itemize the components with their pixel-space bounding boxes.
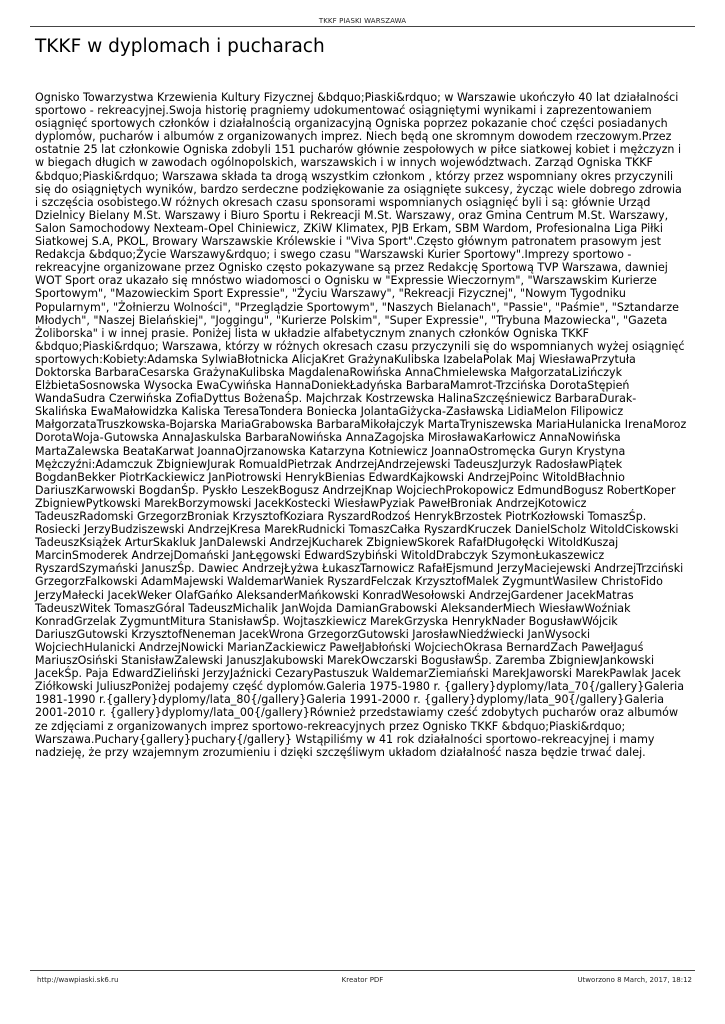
article-title: TKKF w dyplomach i pucharach bbox=[35, 36, 325, 57]
footer-created-date: Utworzono 8 March, 2017, 18:12 bbox=[577, 976, 692, 984]
footer-site-url[interactable]: http://wawpiaski.sk6.ru bbox=[37, 976, 119, 984]
footer-generator: Kreator PDF bbox=[341, 976, 384, 984]
footer-divider bbox=[30, 970, 695, 971]
article-paragraph: Ognisko Towarzystwa Krzewienia Kultury Fizycznej &bdquo;Piaski&rdquo; w Warszawie ukończyło 40 lat działalności sportowo - rekreacyjnej.Swoja historię pragniemy udokumentować osiągniętymi wynikami i zaprezentowaniem osiągnięć sportowych członków i działalnością organizacyjną Ogniska poprzez pokazanie choć części posiadanych dyplomów, pucharów i albumów z organizowanych imprez. Niech będą one skromnym dowodem rzeczowym.Przez ostatnie 25 lat członkowie Ogniska zdobyli 151 pucharów głównie zespołowych w piłce siatkowej kobiet i mężczyzn i w biegach długich w zawodach ogólnopolskich, warszawskich i w innych województwach. Zarząd Ogniska TKKF &bdquo;Piaski&rdquo; Warszawa składa ta drogą wszystkim członkom , którzy przez wspomniany okres przyczynili się do osiągniętych wyników, bardzo serdeczne podziękowanie za osiągnięte sukcesy, życząc wiele dobrego zdrowia i szczęścia osobistego.W różnych okresach czasu sponsorami wspomnianych osiągnięć byli i są: głównie Urząd Dzielnicy Bielany M.St. Warszawy i Biuro Sportu i Rekreacji M.St. Warszawy, oraz Gmina Centrum M.St. Warszawy, Salon Samochodowy Nexteam-Opel Chiniewicz, ZKiW Klimatex, PJB Erkam, SBM Wardom, Profesionalna Liga Piłki Siatkowej S.A, PKOL, Browary Warszawskie Królewskie i "Viva Sport".Często głównym patronatem prasowym jest Redakcja &bdquo;Życie Warszawy&rdquo; i swego czasu "Warszawski Kurier Sportowy".Imprezy sportowo - rekreacyjne organizowane przez Ognisko często pokazywane są przez Redakcję Sportową TVP Warszawa, dawniej WOT Sport oraz ukazało się mnóstwo wiadomosci o Ognisku w "Expressie Wieczornym", "Warszawskim Kurierze Sportowym", "Mazowieckim Sport Expressie", "Życiu Warszawy", "Rekreacji Fizycznej", "Nowym Tygodniku Popularnym", "Żołnierzu Wolności", "Przeglądzie Sportowym", "Naszych Bielanach", "Passie", "Paśmie", "Sztandarze Młodych", "Naszej Bielańskiej", "Joggingu", "Kurierze Polskim", "Super Expressie", "Trybuna Mazowiecka", "Gazeta Żoliborska" i w innej prasie. Poniżej lista w układzie alfabetycznym znanych członków Ogniska TKKF &bdquo;Piaski&rdquo; Warszawa, którzy w różnych okresach czasu przyczynili się do wspomnianych wyżej osiągnięć sportowych:Kobiety:Adamska SylwiaBłotnicka AlicjaKret GrażynaKulibska IzabelaPolak Maj WiesławaPrzytuła Doktorska BarbaraCesarska GrażynaKulibska MagdalenaRowińska AnnaChmielewska MałgorzataLizińczyk ElżbietaSosnowska Wysocka EwaCywińska HannaDoniekŁadyńska BarbaraMamrot-Trzcińska DorotaStępień WandaSudra Czerwińska ZofiaDyttus BożenaŚp. Majchrzak Kostrzewska HalinaSzczęśniewicz BarbaraDurak-Skalińska EwaMałowidzka Kaliska TeresaTondera Boniecka JolantaGiżycka-Zasławska LidiaMelon Filipowicz MałgorzataTruszkowska-Bojarska MariaGrabowska BarbaraMikołajczyk MartaTryniszewska MariaHulanicka IrenaMoroz DorotaWoja-Gutowska AnnaJaskulska BarbaraNowińska AnnaZagojska MirosławaKarłowicz AnnaNowińska MartaZalewska BeataKarwat JoannaOjrzanowska Katarzyna Kotniewicz JoannaOstromęcka Guryn Krystyna Mężczyźni:Adamczuk ZbigniewJurak RomualdPietrzak AndrzejAndrzejewski TadeuszJurzyk RadosławPiątek BogdanBekker PiotrKackiewicz JanPiotrowski HenrykBienias EdwardKajkowski AndrzejPoinc WitoldBłachnio DariuszKarwowski BogdanŚp. Pyskło LeszekBogusz AndrzejKnap WojciechProkopowicz EdmundBogusz RobertKoper ZbigniewPytkowski MarekBorzymowski JacekKostecki WiesławPyziak PawełBroniak AndrzejKotowicz TadeuszRadomski GrzegorzBroniak KrzysztofKoziara RyszardRodzoś HenrykBrzostek PiotrKozłowski TomaszŚp. Rosiecki JerzyBudziszewski AndrzejKresa MarekRudnicki TomaszCałka RyszardKruczek DanielScholz WitoldCiskowski TadeuszKsiążek ArturSkakluk JanDalewski AndrzejKucharek ZbigniewSkorek RafałDługołęcki WitoldKuszaj MarcinSmoderek AndrzejDomański JanŁęgowski EdwardSzybiński WitoldDrabczyk SzymonŁukaszewicz RyszardSzymański JanuszŚp. Dawiec AndrzejŁyżwa ŁukaszTarnowicz RafałEjsmund JerzyMaciejewski AndrzejTrzciński GrzegorzFalkowski AdamMajewski WaldemarWaniek RyszardFelczak KrzysztofMalek ZygmuntWasilew ChristoFido JerzyMałecki JacekWeker OlafGańko AleksanderMańkowski KonradWesołowski AndrzejGardener JacekMatras TadeuszWitek TomaszGóral TadeuszMichalik JanWojda DamianGrabowski AleksanderMiech WiesławWoźniak KonradGrzelak ZygmuntMitura StanisławŚp. Wojtaszkiewicz MarekGrzyska HenrykNader BogusławWójcik DariuszGutowski KrzysztofNeneman JacekWrona GrzegorzGutowski JarosławNiedźwiecki JanWysocki WojciechHulanicki AndrzejNowicki MarianZackiewicz PawełJabłoński WojciechOkrasa BernardZach PawełJaguś MariuszOsiński StanisławZalewski JanuszJakubowski MarekOwczarski BogusławŚp. Zaremba ZbigniewJankowski JacekŚp. Paja EdwardZieliński JerzyJaźnicki CezaryPastuszuk WaldemarZiemiański MarekJaworski MarekPawlak Jacek Ziółkowski JuliuszPoniżej podajemy część dyplomów.Galeria 1975-1980 r. {gallery}dyplomy/lata_70{/gallery}Galeria 1981-1990 r.{gallery}dyplomy/lata_80{/gallery}Galeria 1991-2000 r. {gallery}dyplomy/lata_90{/gallery}Galeria 2001-2010 r. {gallery}dyplomy/lata_00{/gallery}Również przedstawiamy cześć zdobytych pucharów oraz albumów ze zdjęciami z organizowanych imprez sportowo-rekreacyjnych przez Ognisko TKKF &bdquo;Piaski&rdquo; Warszawa.Puchary{gallery}puchary{/gallery} Wstąpiliśmy w 41 rok działalności sportowo-rekreacyjnej i mamy nadzieję, że przy wzajemnym zrozumieniu i dzięki szczęśliwym układom działalność nasza będzie trwać dalej. bbox=[35, 91, 687, 759]
article-body bbox=[35, 91, 688, 759]
header-divider bbox=[30, 26, 695, 27]
site-name: TKKF PIASKI WARSZAWA bbox=[318, 17, 407, 25]
page-footer bbox=[0, 970, 725, 990]
page-header bbox=[0, 0, 725, 27]
